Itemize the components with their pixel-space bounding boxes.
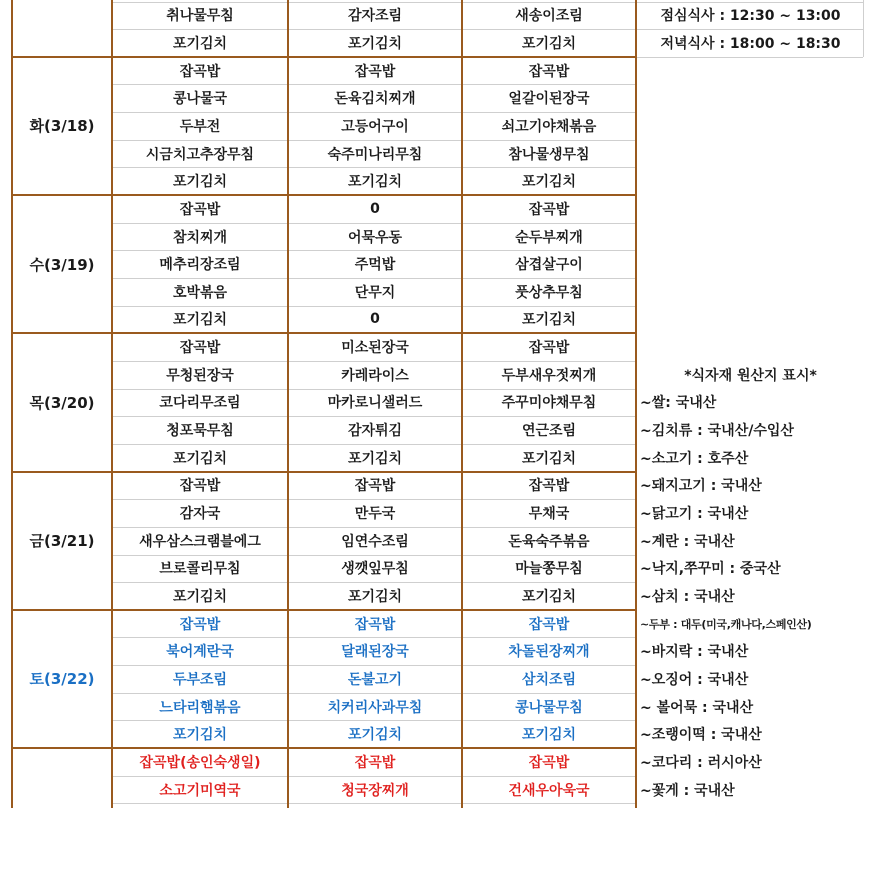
- grid-line: [112, 278, 636, 279]
- menu-cell: 건새우아욱국: [508, 782, 590, 799]
- grid-line: [112, 527, 636, 528]
- grid-line: [112, 2, 636, 3]
- block-border: [12, 747, 636, 749]
- grid-line: [112, 803, 636, 804]
- menu-cell: 콩나물국: [172, 91, 228, 108]
- grid-line: [112, 250, 636, 251]
- menu-cell: 잡곡밥: [354, 63, 396, 80]
- menu-cell: 풋상추무침: [515, 284, 583, 301]
- menu-cell: 포기김치: [521, 727, 577, 744]
- note-text: ~꽃게 : 국내산: [640, 782, 735, 799]
- menu-cell: 잡곡밥: [528, 616, 570, 633]
- note-text: *식자재 원산지 표시*: [684, 367, 817, 384]
- note-text: ~두부 : 대두(미국,캐나다,스페인산): [640, 617, 812, 631]
- grid-line: [112, 361, 636, 362]
- menu-cell: 브로콜리무침: [159, 561, 241, 578]
- menu-cell: 단무지: [354, 284, 396, 301]
- menu-cell: 잡곡밥: [528, 478, 570, 495]
- menu-cell: 미소된장국: [341, 340, 409, 357]
- note-text: ~닭고기 : 국내산: [640, 506, 749, 522]
- grid-line: [112, 665, 636, 666]
- note-text: ~삼치 : 국내산: [640, 588, 735, 605]
- menu-cell: 취나물무침: [166, 8, 234, 25]
- grid-line: [112, 112, 636, 113]
- menu-cell: 두부새우젓찌개: [501, 367, 597, 384]
- note-text: ~ 볼어묵 : 국내산: [640, 699, 754, 716]
- grid-line: [112, 720, 636, 721]
- menu-cell: 0: [370, 311, 380, 328]
- menu-cell: 숙주미나리무침: [327, 146, 423, 163]
- menu-cell: 콩나물무침: [515, 699, 583, 716]
- menu-cell: 돈육숙주볶음: [508, 533, 590, 550]
- menu-cell: 무청된장국: [166, 367, 234, 384]
- menu-cell: 포기김치: [172, 312, 228, 329]
- menu-cell: 새우삼스크램블에그: [139, 533, 261, 550]
- note-text: ~바지락 : 국내산: [640, 644, 749, 661]
- menu-cell: 잡곡밥: [179, 616, 221, 633]
- note-text: ~조랭이떡 : 국내산: [640, 727, 762, 744]
- menu-cell: 차돌된장찌개: [508, 644, 590, 661]
- menu-cell: 느타리햄볶음: [159, 699, 241, 716]
- menu-cell: 주꾸미야채무침: [501, 395, 597, 412]
- block-border: [12, 471, 636, 473]
- grid-line: [112, 776, 636, 777]
- block-border: [287, 0, 289, 808]
- block-border: [635, 0, 637, 808]
- menu-cell: 두부조림: [172, 671, 228, 688]
- day-label: 토(3/22): [29, 670, 95, 689]
- menu-cell: 청국장찌개: [341, 782, 409, 799]
- menu-cell: 생깻잎무침: [341, 561, 409, 578]
- menu-cell: 북어계란국: [166, 644, 234, 661]
- grid-line: [112, 555, 636, 556]
- grid-line: [112, 84, 636, 85]
- menu-cell: 두부전: [179, 118, 221, 135]
- menu-cell: 삼겹살구이: [515, 257, 583, 274]
- grid-line: [112, 223, 636, 224]
- menu-cell: 치커리사과무침: [327, 699, 423, 716]
- menu-cell: 연근조림: [521, 423, 577, 440]
- block-border: [12, 332, 636, 334]
- menu-cell: 잡곡밥: [354, 754, 396, 771]
- menu-cell: 얼갈이된장국: [508, 91, 590, 108]
- menu-cell: 포기김치: [521, 588, 577, 605]
- menu-cell: 감자국: [179, 506, 221, 522]
- grid-line: [636, 57, 863, 58]
- grid-line: [112, 444, 636, 445]
- note-text: ~소고기 : 호주산: [640, 450, 749, 467]
- note-text: ~김치류 : 국내산/수입산: [640, 423, 794, 440]
- grid-line: [112, 637, 636, 638]
- block-border: [12, 609, 636, 611]
- block-border: [12, 56, 636, 58]
- block-border: [11, 0, 13, 808]
- day-label: 화(3/18): [29, 117, 95, 136]
- menu-cell: 잡곡밥: [354, 616, 396, 633]
- menu-cell: 포기김치: [172, 588, 228, 605]
- menu-cell: 잡곡밥: [179, 478, 221, 495]
- menu-cell: 순두부찌개: [515, 229, 583, 246]
- menu-cell: 시금치고추장무침: [145, 146, 255, 163]
- menu-cell: 고등어구이: [341, 118, 409, 135]
- grid-line: [112, 693, 636, 694]
- menu-cell: 마카로니샐러드: [327, 395, 423, 412]
- grid-line: [112, 499, 636, 500]
- grid-line: [636, 29, 863, 30]
- note-text: 저녁식사 : 18:00 ~ 18:30: [660, 35, 841, 52]
- menu-cell: 포기김치: [172, 450, 228, 467]
- grid-line: [112, 416, 636, 417]
- menu-cell: 포기김치: [521, 174, 577, 191]
- menu-cell: 코다리무조림: [159, 395, 241, 412]
- menu-cell: 카레라이스: [341, 367, 409, 384]
- block-border: [12, 194, 636, 196]
- menu-cell: 잡곡밥: [528, 754, 570, 771]
- menu-cell: 잡곡밥: [354, 478, 396, 495]
- day-label: 금(3/21): [29, 532, 95, 551]
- grid-line: [112, 140, 636, 141]
- menu-cell: 포기김치: [172, 727, 228, 744]
- grid-line: [112, 389, 636, 390]
- grid-line: [112, 306, 636, 307]
- menu-cell: 호박볶음: [172, 284, 228, 301]
- menu-cell: 포기김치: [347, 174, 403, 191]
- menu-cell: 잡곡밥: [179, 63, 221, 80]
- menu-cell: 삼치조림: [521, 671, 577, 688]
- menu-cell: 달래된장국: [341, 644, 409, 661]
- menu-cell: 돈육김치찌개: [334, 91, 416, 108]
- menu-cell: 잡곡밥: [528, 63, 570, 80]
- menu-cell: 감자조림: [347, 8, 403, 25]
- menu-cell: 주먹밥: [354, 257, 396, 274]
- menu-cell: 포기김치: [347, 35, 403, 52]
- menu-cell: 임연수조림: [341, 533, 409, 550]
- note-text: ~오징어 : 국내산: [640, 671, 749, 688]
- menu-cell: 메추리장조림: [159, 257, 241, 274]
- grid-line: [636, 2, 863, 3]
- menu-cell: 참나물생무침: [508, 146, 590, 163]
- menu-cell: 어묵우동: [347, 229, 403, 246]
- menu-cell: 참치찌개: [172, 229, 228, 246]
- menu-cell: 포기김치: [347, 450, 403, 467]
- day-label: 목(3/20): [29, 393, 95, 412]
- menu-cell: 만두국: [354, 506, 396, 522]
- menu-cell: 청포묵무침: [166, 423, 234, 440]
- menu-cell: 포기김치: [172, 174, 228, 191]
- note-text: ~쌀: 국내산: [640, 395, 717, 412]
- menu-cell: 잡곡밥: [179, 201, 221, 218]
- menu-cell: 무채국: [528, 506, 570, 522]
- menu-cell: 돈불고기: [347, 671, 403, 688]
- menu-cell: 마늘쫑무침: [515, 561, 583, 578]
- menu-cell: 잡곡밥: [179, 340, 221, 357]
- note-text: 점심식사 : 12:30 ~ 13:00: [660, 8, 841, 25]
- grid-line: [112, 582, 636, 583]
- menu-cell: 잡곡밥: [528, 340, 570, 357]
- menu-cell: 새송이조림: [515, 8, 583, 25]
- grid-line: [112, 167, 636, 168]
- block-border: [461, 0, 463, 808]
- menu-cell: 포기김치: [347, 588, 403, 605]
- menu-cell: 소고기미역국: [159, 782, 241, 799]
- grid-line: [112, 29, 636, 30]
- menu-cell: 잡곡밥: [528, 201, 570, 218]
- grid-line: [863, 0, 864, 57]
- note-text: ~돼지고기 : 국내산: [640, 478, 762, 495]
- block-border: [111, 0, 113, 808]
- day-label: [12, 748, 112, 886]
- menu-cell: 잡곡밥(송인숙생일): [139, 754, 261, 771]
- note-text: ~코다리 : 러시아산: [640, 754, 762, 771]
- day-label: 수(3/19): [29, 255, 95, 274]
- note-text: ~계란 : 국내산: [640, 533, 735, 550]
- menu-cell: 포기김치: [347, 727, 403, 744]
- menu-cell: 포기김치: [521, 450, 577, 467]
- menu-cell: 쇠고기야채볶음: [501, 118, 597, 135]
- note-text: ~낙지,쭈꾸미 : 중국산: [640, 561, 781, 578]
- menu-cell: 0: [370, 200, 380, 217]
- menu-cell: 포기김치: [172, 35, 228, 52]
- menu-cell: 포기김치: [521, 35, 577, 52]
- menu-cell: 감자튀김: [347, 423, 403, 440]
- menu-cell: 포기김치: [521, 312, 577, 329]
